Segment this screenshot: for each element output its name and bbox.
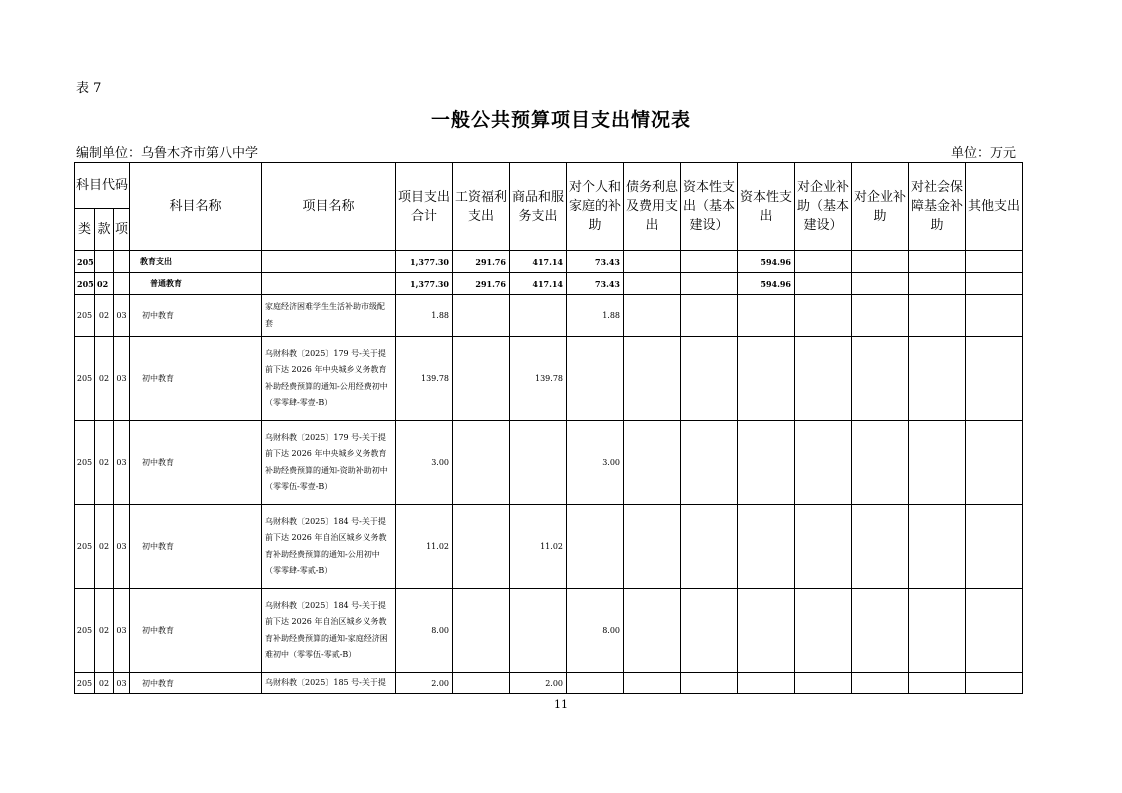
cell-goods: 11.02 — [510, 505, 567, 589]
cell-debt — [624, 589, 681, 673]
cell-debt — [624, 273, 681, 295]
table-row — [75, 505, 1023, 589]
cell-goods: 2.00 — [510, 673, 567, 694]
cell-xiang: 03 — [114, 295, 130, 337]
cell-total: 1,377.30 — [396, 251, 453, 273]
cell-enterprise — [852, 421, 909, 505]
header-lei: 类 — [75, 209, 95, 251]
cell-total: 11.02 — [396, 505, 453, 589]
cell-social — [909, 251, 966, 273]
cell-enterprise — [852, 337, 909, 421]
cell-capital — [738, 673, 795, 694]
table-row — [75, 295, 1023, 337]
cell-personal: 73.43 — [567, 251, 624, 273]
cell-capital — [738, 337, 795, 421]
cell-total: 2.00 — [396, 673, 453, 694]
cell-wage — [453, 589, 510, 673]
cell-enterprise — [852, 251, 909, 273]
cell-debt — [624, 251, 681, 273]
cell-social — [909, 421, 966, 505]
compiling-unit: 编制单位：乌鲁木齐市第八中学 — [76, 146, 259, 161]
cell-social — [909, 673, 966, 694]
cell-enterprise-basic — [795, 273, 852, 295]
cell-kuan: 02 — [95, 421, 114, 505]
cell-wage — [453, 337, 510, 421]
cell-lei: 205 — [75, 589, 95, 673]
cell-enterprise — [852, 589, 909, 673]
cell-project: 乌财科教〔2025〕184 号-关于提前下达 2026 年自治区城乡义务教育补助经费预算的通知-公用初中（零零肆-零贰-B） — [262, 505, 396, 589]
cell-goods — [510, 421, 567, 505]
cell-kuan: 02 — [95, 337, 114, 421]
header-enterprise: 对企业补助 — [852, 163, 909, 251]
cell-enterprise — [852, 273, 909, 295]
cell-capital-basic — [681, 589, 738, 673]
header-social: 对社会保障基金补助 — [909, 163, 966, 251]
header-subject-name: 科目名称 — [130, 163, 262, 251]
cell-total: 1,377.30 — [396, 273, 453, 295]
cell-total: 1.88 — [396, 295, 453, 337]
cell-wage — [453, 505, 510, 589]
cell-goods — [510, 589, 567, 673]
header-other: 其他支出 — [966, 163, 1023, 251]
cell-capital-basic — [681, 295, 738, 337]
cell-personal — [567, 505, 624, 589]
cell-lei: 205 — [75, 673, 95, 694]
cell-xiang: 03 — [114, 505, 130, 589]
cell-debt — [624, 295, 681, 337]
cell-capital-basic — [681, 251, 738, 273]
cell-capital-basic — [681, 337, 738, 421]
cell-wage — [453, 673, 510, 694]
cell-other — [966, 421, 1023, 505]
header-xiang: 项 — [114, 209, 130, 251]
cell-lei: 205 — [75, 251, 95, 273]
cell-subject: 教育支出 — [130, 251, 262, 273]
cell-personal: 3.00 — [567, 421, 624, 505]
cell-other — [966, 273, 1023, 295]
cell-lei: 205 — [75, 337, 95, 421]
cell-xiang: 03 — [114, 589, 130, 673]
table-row — [75, 421, 1023, 505]
cell-enterprise-basic — [795, 589, 852, 673]
cell-goods: 417.14 — [510, 251, 567, 273]
header-project-name: 项目名称 — [262, 163, 396, 251]
cell-capital — [738, 505, 795, 589]
cell-personal: 73.43 — [567, 273, 624, 295]
cell-debt — [624, 337, 681, 421]
header-kuan: 款 — [95, 209, 114, 251]
cell-total: 139.78 — [396, 337, 453, 421]
cell-kuan: 02 — [95, 295, 114, 337]
cell-personal — [567, 337, 624, 421]
cell-enterprise-basic — [795, 673, 852, 694]
cell-kuan: 02 — [95, 589, 114, 673]
cell-xiang: 03 — [114, 421, 130, 505]
cell-project: 乌财科教〔2025〕184 号-关于提前下达 2026 年自治区城乡义务教育补助经费预算的通知-家庭经济困难初中（零零伍-零贰-B） — [262, 589, 396, 673]
cell-lei: 205 — [75, 505, 95, 589]
cell-xiang — [114, 273, 130, 295]
cell-subject: 初中教育 — [130, 673, 262, 694]
page-number: 11 — [554, 698, 568, 711]
expenditure-table — [74, 162, 1023, 694]
header-enterprise-basic: 对企业补助（基本建设） — [795, 163, 852, 251]
cell-capital: 594.96 — [738, 251, 795, 273]
cell-subject: 初中教育 — [130, 295, 262, 337]
cell-social — [909, 505, 966, 589]
cell-social — [909, 273, 966, 295]
cell-debt — [624, 673, 681, 694]
cell-other — [966, 673, 1023, 694]
header-code-group: 科目代码 — [75, 163, 130, 209]
cell-kuan: 02 — [95, 273, 114, 295]
header-capital-basic: 资本性支出（基本建设） — [681, 163, 738, 251]
cell-kuan: 02 — [95, 673, 114, 694]
cell-project — [262, 273, 396, 295]
cell-capital: 594.96 — [738, 273, 795, 295]
cell-enterprise-basic — [795, 421, 852, 505]
table-row — [75, 589, 1023, 673]
header-goods: 商品和服务支出 — [510, 163, 567, 251]
header-debt: 债务利息及费用支出 — [624, 163, 681, 251]
currency-unit: 单位：万元 — [950, 146, 1016, 161]
cell-other — [966, 505, 1023, 589]
page-title: 一般公共预算项目支出情况表 — [430, 109, 691, 131]
header-personal: 对个人和家庭的补助 — [567, 163, 624, 251]
cell-social — [909, 589, 966, 673]
cell-wage — [453, 295, 510, 337]
cell-capital — [738, 421, 795, 505]
cell-capital — [738, 295, 795, 337]
cell-enterprise — [852, 295, 909, 337]
header-capital: 资本性支出 — [738, 163, 795, 251]
cell-personal: 1.88 — [567, 295, 624, 337]
header-wage: 工资福利支出 — [453, 163, 510, 251]
cell-lei: 205 — [75, 421, 95, 505]
cell-capital-basic — [681, 421, 738, 505]
table-row — [75, 273, 1023, 295]
cell-kuan — [95, 251, 114, 273]
cell-social — [909, 337, 966, 421]
cell-social — [909, 295, 966, 337]
cell-xiang: 03 — [114, 337, 130, 421]
cell-goods: 139.78 — [510, 337, 567, 421]
cell-enterprise-basic — [795, 337, 852, 421]
cell-debt — [624, 505, 681, 589]
cell-lei: 205 — [75, 273, 95, 295]
cell-personal: 8.00 — [567, 589, 624, 673]
cell-wage — [453, 421, 510, 505]
cell-total: 8.00 — [396, 589, 453, 673]
cell-project: 乌财科教〔2025〕179 号-关于提前下达 2026 年中央城乡义务教育补助经费预算的通知-公用经费初中（零零肆-零壹-B） — [262, 337, 396, 421]
cell-capital — [738, 589, 795, 673]
cell-enterprise-basic — [795, 295, 852, 337]
cell-enterprise — [852, 673, 909, 694]
cell-enterprise-basic — [795, 251, 852, 273]
cell-capital-basic — [681, 673, 738, 694]
cell-other — [966, 589, 1023, 673]
table-row — [75, 251, 1023, 273]
cell-capital-basic — [681, 505, 738, 589]
cell-project: 乌财科教〔2025〕185 号-关于提 — [262, 673, 396, 694]
cell-xiang: 03 — [114, 673, 130, 694]
cell-subject: 初中教育 — [130, 337, 262, 421]
cell-subject: 初中教育 — [130, 505, 262, 589]
cell-subject: 初中教育 — [130, 589, 262, 673]
table-row — [75, 337, 1023, 421]
cell-project — [262, 251, 396, 273]
cell-other — [966, 251, 1023, 273]
cell-project: 乌财科教〔2025〕179 号-关于提前下达 2026 年中央城乡义务教育补助经费预算的通知-资助补助初中（零零伍-零壹-B） — [262, 421, 396, 505]
cell-enterprise — [852, 505, 909, 589]
cell-capital-basic — [681, 273, 738, 295]
cell-project: 家庭经济困难学生生活补助市级配套 — [262, 295, 396, 337]
cell-lei: 205 — [75, 295, 95, 337]
table-number: 表 7 — [76, 81, 102, 96]
cell-goods — [510, 295, 567, 337]
table-row — [75, 673, 1023, 694]
cell-kuan: 02 — [95, 505, 114, 589]
cell-xiang — [114, 251, 130, 273]
cell-debt — [624, 421, 681, 505]
cell-personal — [567, 673, 624, 694]
cell-goods: 417.14 — [510, 273, 567, 295]
cell-total: 3.00 — [396, 421, 453, 505]
cell-subject: 初中教育 — [130, 421, 262, 505]
cell-other — [966, 295, 1023, 337]
cell-wage: 291.76 — [453, 251, 510, 273]
cell-enterprise-basic — [795, 505, 852, 589]
header-total: 项目支出合计 — [396, 163, 453, 251]
cell-wage: 291.76 — [453, 273, 510, 295]
cell-subject: 普通教育 — [130, 273, 262, 295]
cell-other — [966, 337, 1023, 421]
